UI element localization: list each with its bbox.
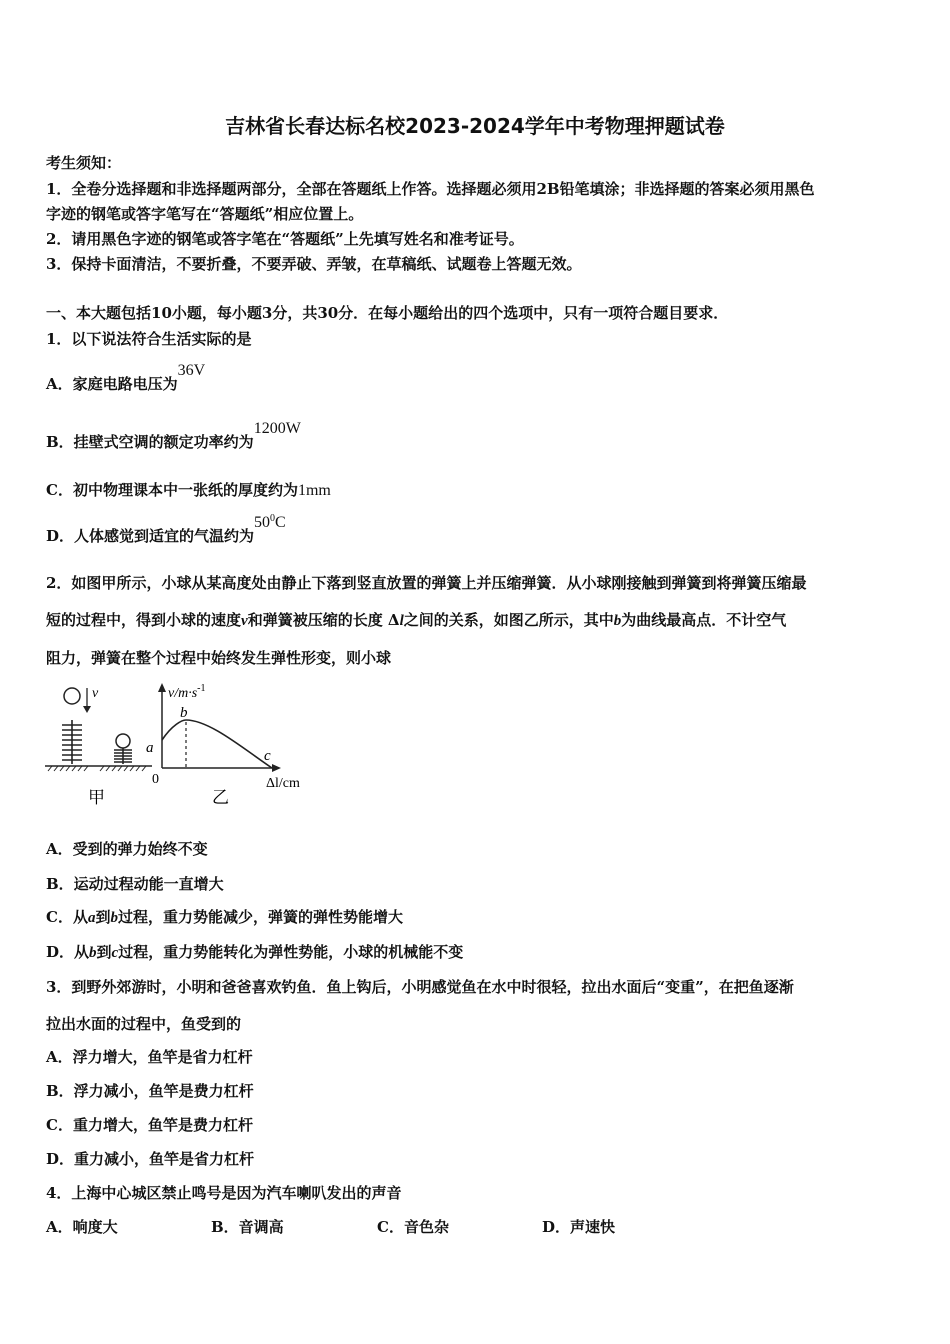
q1-option-b-value: 1200W — [253, 420, 301, 437]
q4-option-d: D．声速快 — [542, 1218, 616, 1236]
notice-item-1: 1．全卷分选择题和非选择题两部分，全部在答题纸上作答。选择题必须用2B铅笔填涂；非选择题的答案必须用黑色 — [46, 180, 815, 198]
q3-line-2: 拉出水面的过程中，鱼受到的 — [46, 1015, 242, 1033]
q2-l2-b: 和弹簧被压缩的长度 Δ — [247, 611, 400, 629]
section-heading: 一、本大题包括10小题，每小题3分，共30分．在每小题给出的四个选项中，只有一项符合题目要求． — [46, 304, 729, 322]
q1-option-d-number: 50 — [254, 514, 271, 531]
fig-y-axis-text: v/m·s — [168, 686, 198, 701]
q2-c-b: b — [110, 910, 118, 926]
notice-item-1-cont: 字迹的钢笔或答字笔写在“答题纸”相应位置上。 — [46, 205, 364, 223]
notice-heading: 考生须知： — [46, 154, 122, 172]
notice-item-2: 2．请用黑色字迹的钢笔或答字笔在“答题纸”上先填写姓名和准考证号。 — [46, 230, 524, 248]
q2-c-2: 到 — [95, 908, 111, 926]
fig-b-label: b — [180, 705, 188, 721]
q2-d-c: c — [111, 945, 119, 961]
q1-option-c-text: C．初中物理课本中一张纸的厚度约为 — [46, 481, 298, 499]
q2-d-b: b — [89, 945, 97, 961]
notice-item-3: 3．保持卡面清洁，不要折叠，不要弄破、弄皱，在草稿纸、试题卷上答题无效。 — [46, 255, 582, 273]
q2-option-d — [46, 941, 463, 962]
q2-line-2 — [46, 609, 786, 630]
q3-line-1: 3．到野外郊游时，小明和爸爸喜欢钓鱼．鱼上钩后，小明感觉鱼在水中时很轻，拉出水面后“变重”，在把鱼逐渐 — [46, 978, 794, 996]
q2-c-1: C．从 — [46, 908, 88, 926]
q1-option-d-unit: C — [275, 514, 286, 531]
q2-l2-c: 之间的关系，如图乙所示，其中 — [403, 611, 614, 629]
velocity-curve — [162, 720, 272, 768]
q1-option-d — [46, 513, 286, 546]
q4-option-a: A．响度大 — [46, 1218, 118, 1236]
fig-origin-label: 0 — [152, 772, 159, 787]
fig-v-label: v — [92, 686, 99, 701]
q3-option-b: B．浮力减小，鱼竿是费力杠杆 — [46, 1082, 254, 1100]
velocity-arrowhead — [83, 706, 91, 713]
q4-option-c: C．音色杂 — [377, 1218, 449, 1236]
q2-figure — [40, 680, 330, 810]
q1-option-b-text: B．挂壁式空调的额定功率约为 — [46, 433, 254, 451]
q2-line-1: 2．如图甲所示，小球从某高度处由静止下落到竖直放置的弹簧上并压缩弹簧．从小球刚接触到弹簧到将弹簧压缩最 — [46, 574, 807, 592]
figure-yi — [146, 683, 300, 807]
q2-l2-v: v — [241, 613, 248, 629]
q1-option-b — [46, 420, 301, 452]
q1-option-a-value: 36V — [177, 362, 206, 379]
q2-option-c — [46, 906, 403, 927]
compressed-ball — [116, 734, 130, 748]
fig-jia-label: 甲 — [88, 788, 105, 807]
fig-yi-label: 乙 — [212, 788, 229, 807]
q2-d-3: 过程，重力势能转化为弹性势能，小球的机械能不变 — [118, 943, 464, 961]
page-title: 吉林省长春达标名校2023-2024学年中考物理押题试卷 — [225, 114, 725, 138]
q1-option-c — [46, 479, 331, 500]
q2-d-2: 到 — [96, 943, 112, 961]
q2-l2-a: 短的过程中，得到小球的速度 — [46, 611, 242, 629]
q2-l2-bb: b — [613, 613, 622, 629]
q1-option-c-value: 1mm — [297, 482, 331, 499]
fig-y-axis-exp: -1 — [197, 683, 206, 694]
y-axis-arrow — [158, 683, 166, 692]
q2-c-3: 过程，重力势能减少，弹簧的弹性势能增大 — [117, 908, 403, 926]
q1-option-d-degree: 0 — [270, 513, 276, 524]
q4-stem: 4．上海中心城区禁止鸣号是因为汽车喇叭发出的声音 — [46, 1184, 402, 1202]
q3-option-d: D．重力减小，鱼竿是省力杠杆 — [46, 1150, 255, 1168]
fig-x-axis-label: Δl/cm — [266, 776, 300, 791]
falling-ball — [64, 688, 80, 704]
q2-d-1: D．从 — [46, 943, 90, 961]
q2-line-3: 阻力，弹簧在整个过程中始终发生弹性形变，则小球 — [46, 649, 392, 667]
spring-compressed — [114, 748, 132, 764]
q1-option-a-text: A．家庭电路电压为 — [46, 375, 178, 393]
fig-a-label: a — [146, 740, 154, 756]
x-axis-arrow — [272, 764, 281, 772]
q1-option-d-value — [254, 514, 286, 531]
fig-c-label: c — [264, 748, 271, 764]
spring-uncompressed — [62, 720, 82, 764]
q2-option-b: B．运动过程动能一直增大 — [46, 875, 224, 893]
q1-option-a — [46, 362, 206, 394]
fig-y-axis-label — [168, 683, 206, 701]
q1-option-d-text: D．人体感觉到适宜的气温约为 — [46, 527, 255, 545]
q2-c-a: a — [87, 910, 96, 926]
q2-option-a: A．受到的弹力始终不变 — [46, 840, 208, 858]
q3-option-c: C．重力增大，鱼竿是费力杠杆 — [46, 1116, 253, 1134]
q4-option-b: B．音调高 — [211, 1218, 284, 1236]
q3-option-a: A．浮力增大，鱼竿是省力杠杆 — [46, 1048, 253, 1066]
q1-stem: 1．以下说法符合生活实际的是 — [46, 330, 252, 348]
q2-l2-d: 为曲线最高点．不计空气 — [621, 611, 787, 629]
q2-l2-l: l — [399, 613, 404, 629]
figure-jia — [45, 686, 152, 807]
